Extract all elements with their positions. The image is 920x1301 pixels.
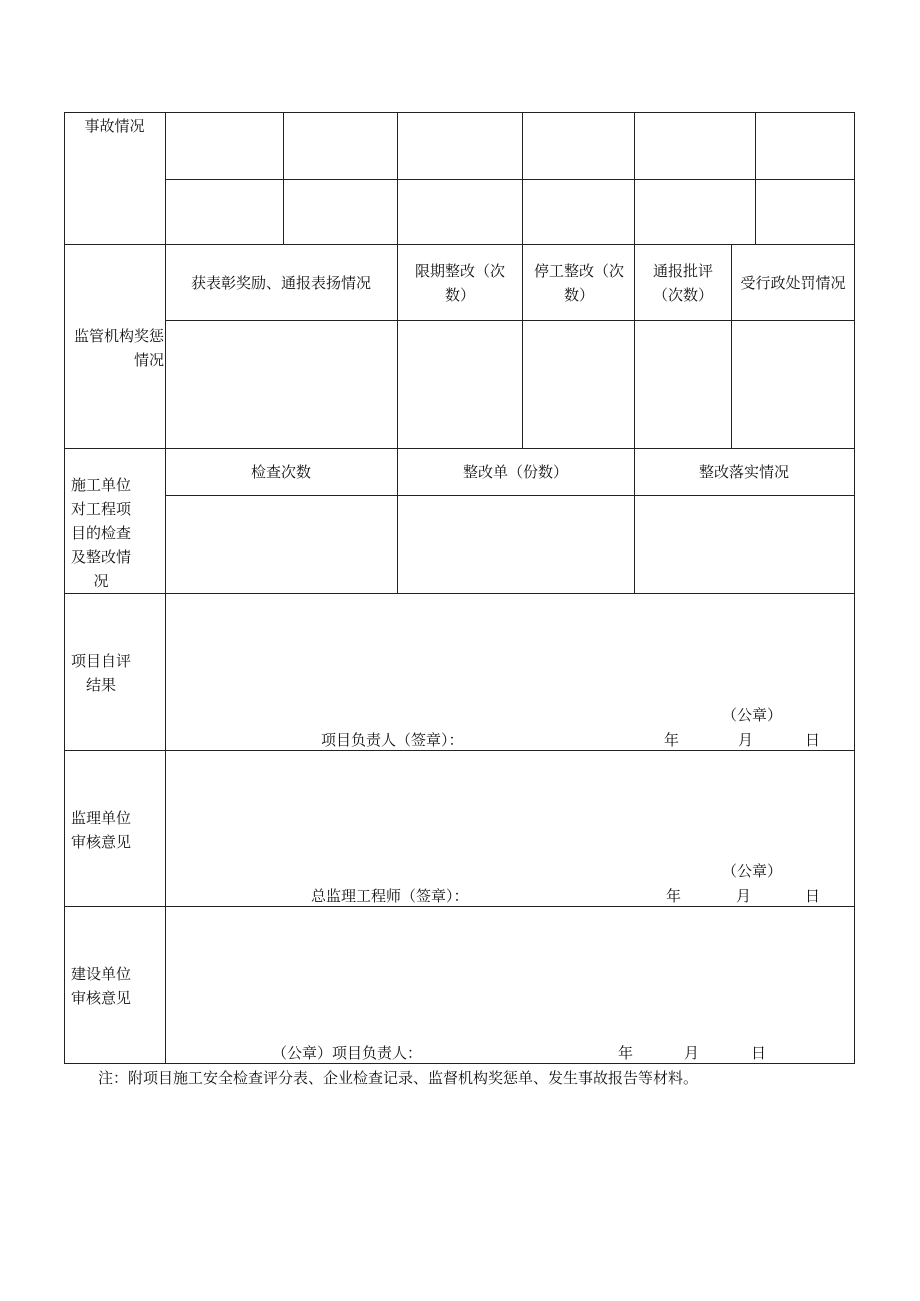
supervisor-review-seal: （公章） xyxy=(722,862,783,880)
supervision-col-divider xyxy=(634,244,635,448)
inspection-count-header: 检查次数 xyxy=(250,463,311,481)
row-divider xyxy=(64,593,855,594)
stop-work-header: 停工整改（次数） xyxy=(533,262,624,304)
owner-review-day: 日 xyxy=(751,1044,767,1062)
table-border-top xyxy=(64,112,855,113)
contractor-inspection-label: 施工单位对工程项目的检查及整改情况 xyxy=(70,476,131,590)
owner-review-label: 建设单位审核意见 xyxy=(70,965,131,1007)
table-border-bottom xyxy=(64,1063,855,1064)
commendation-header: 获表彰奖励、通报表扬情况 xyxy=(190,274,371,292)
self-eval-seal: （公章） xyxy=(722,706,783,724)
label-column-divider xyxy=(165,112,166,1064)
inspection-header-divider xyxy=(165,495,855,496)
supervisor-review-signer: 总监理工程师（签章）： xyxy=(311,887,469,905)
self-eval-year: 年 xyxy=(664,731,680,749)
table-border-left xyxy=(64,112,65,1064)
table-border-right xyxy=(854,112,855,1064)
circulated-criticism-header: 通报批评（次数） xyxy=(652,262,713,304)
supervisor-review-month: 月 xyxy=(736,887,752,905)
rectification-notice-header: 整改单（份数） xyxy=(462,463,568,481)
supervisor-review-year: 年 xyxy=(666,887,682,905)
rectify-limited-header: 限期整改（次数） xyxy=(414,262,505,304)
accident-label: 事故情况 xyxy=(84,117,145,135)
self-eval-day: 日 xyxy=(805,731,821,749)
self-eval-signer: 项目负责人（签章）： xyxy=(321,731,464,749)
owner-review-year: 年 xyxy=(618,1044,634,1062)
row-divider xyxy=(64,448,855,449)
supervision-label: 监管机构奖惩情况 xyxy=(73,327,164,369)
supervisor-review-day: 日 xyxy=(805,887,821,905)
admin-penalty-header: 受行政处罚情况 xyxy=(740,274,846,292)
supervision-col-divider xyxy=(522,244,523,448)
attachment-note: 注：附项目施工安全检查评分表、企业检查记录、监督机构奖惩单、发生事故报告等材料。 xyxy=(98,1069,699,1087)
owner-review-signer: （公章）项目负责人： xyxy=(272,1044,423,1062)
accident-col-divider xyxy=(283,112,284,244)
accident-col-divider xyxy=(634,112,635,244)
owner-review-month: 月 xyxy=(684,1044,700,1062)
self-eval-label: 项目自评结果 xyxy=(70,652,131,694)
row-divider xyxy=(64,244,855,245)
supervisor-review-label: 监理单位审核意见 xyxy=(70,809,131,851)
accident-col-divider xyxy=(755,112,756,244)
accident-col-divider xyxy=(397,112,398,244)
rectification-implementation-header: 整改落实情况 xyxy=(698,463,789,481)
supervision-header-divider xyxy=(165,320,855,321)
self-eval-month: 月 xyxy=(738,731,754,749)
supervision-col-divider xyxy=(397,244,398,448)
accident-row-divider xyxy=(165,179,855,180)
accident-col-divider xyxy=(522,112,523,244)
